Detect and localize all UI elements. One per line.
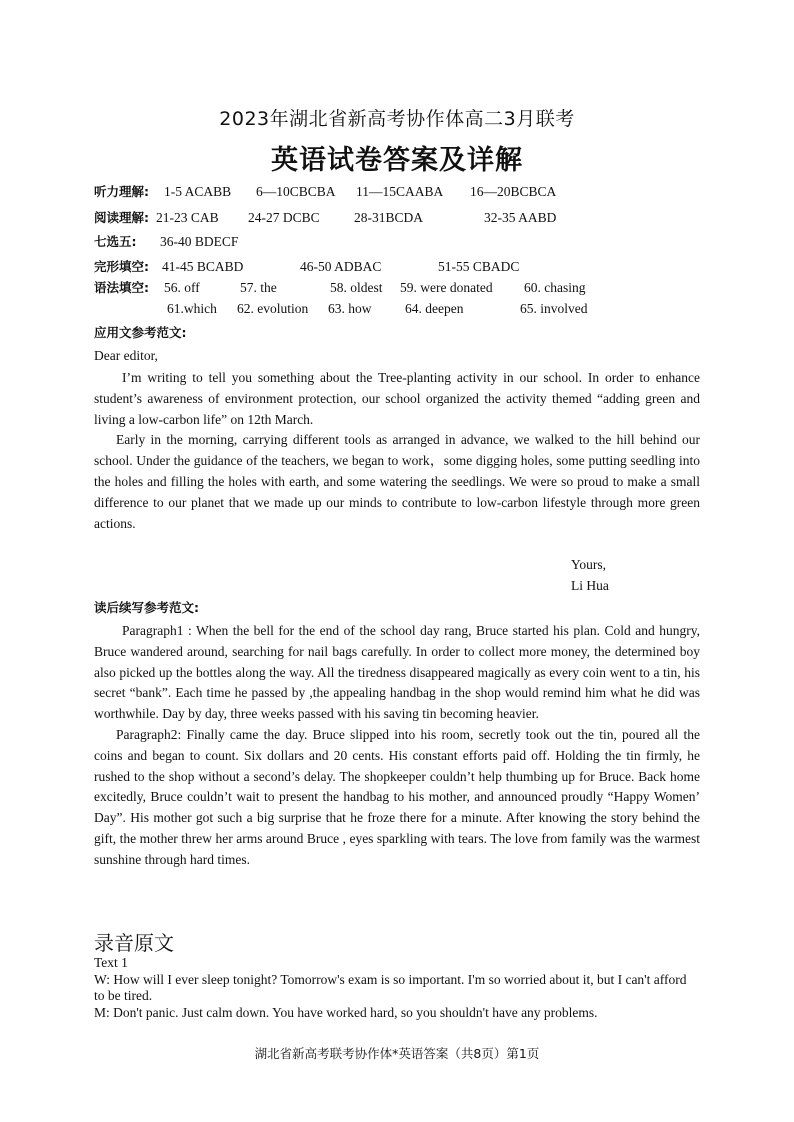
signature: Li Hua — [571, 578, 609, 593]
continuation-paragraph-2: Paragraph2: Finally came the day. Bruce slipped into his room, secretly took out the tin, poured all the coins and began to count. Six dollars and 20 cents. His constant efforts paid off. Holding the tin firmly, he rushed to the shop without a second’s delay. The shopkeeper couldn’t help thumbing up for Bruce. Back home excitedly, Bruce couldn’t wait to present the handbag to his mother, and announced proudly “Happy Women’ Day”. His mother got such a big surprise that he froze there for a minute. After knowing the story behind the gift, the mother threw her arms around Bruce , eyes sparkling with tears. The love from family was the warmest sunshine through hard times. — [94, 726, 700, 867]
answer-group: 28-31BCDA — [354, 210, 424, 225]
exam-title: 2023年湖北省新高考协作体高二3月联考 — [219, 108, 575, 130]
answer-item: 64. deepen — [405, 301, 464, 316]
continuation-paragraph-1: Paragraph1 : When the bell for the end of the school day rang, Bruce started his plan. Cold and hungry, Bruce wandered around, searching for nail bags carefully. In order to collect more money, the determined boy also picked up the bottles along the way. All the tiredness disappeared magically as every coin went to a tin, his secret “bank”. Each time he passed by ,the appealing handbag in the shop would remind him what he did was worthwhile. Day by day, three weeks passed with his saving tin becoming heavier. — [94, 623, 700, 722]
continuation-body — [94, 621, 700, 871]
answer-group: 11—15CAABA — [356, 184, 444, 199]
salutation: Dear editor, — [94, 348, 158, 363]
cloze-label: 完形填空: — [94, 259, 149, 274]
answer-item: 61.which — [167, 301, 217, 316]
page-footer: 湖北省新高考联考协作体*英语答案（共8页）第1页 — [254, 1046, 540, 1061]
answer-item: 63. how — [328, 301, 372, 316]
reading-answers — [94, 210, 557, 226]
answer-group: 24-27 DCBC — [248, 210, 320, 225]
dialogue-line-w: W: How will I ever sleep tonight? Tomorrow's exam is so important. I'm so worried about it, but I can't afford to be tired. — [94, 971, 687, 1003]
listening-answers — [94, 184, 557, 200]
continuation-section-label: 读后续写参考范文: — [94, 600, 199, 615]
writing-paragraph-2: Early in the morning, carrying different tools as arranged in advance, we walked to the hill behind our school. Under the guidance of the teachers, we began to work，some digging holes, some putting seedling into the holes and filling the holes with earth, and some watering the seedlings. We were so proud to make a small difference to our planet that we made up our minds to contribute to low-carbon lifestyle through more green actions. — [94, 432, 700, 531]
writing-paragraph-1: I’m writing to tell you something about the Tree-planting activity in our school. In order to enhance student’s awareness of environment protection, our school organized the activity themed “adding green and living a low-carbon life” on 12th March. — [94, 370, 700, 427]
answer-group: 36-40 BDECF — [160, 234, 239, 249]
dialogue-line-m: M: Don't panic. Just calm down. You have worked hard, so you shouldn't have any problems. — [94, 1004, 598, 1020]
answer-item: 56. off — [164, 280, 200, 295]
audio-transcript — [94, 955, 694, 1021]
writing-body — [94, 368, 700, 534]
answer-group: 32-35 AABD — [484, 210, 557, 225]
seven-choose-five-label: 七选五: — [94, 234, 137, 249]
answer-item: 58. oldest — [330, 280, 383, 295]
grammar-answers — [94, 280, 586, 296]
answer-key-title: 英语试卷答案及详解 — [271, 145, 523, 176]
audio-transcript-heading: 录音原文 — [94, 931, 174, 955]
answer-item: 60. chasing — [524, 280, 586, 295]
answer-group: 21-23 CAB — [156, 210, 219, 225]
listening-label: 听力理解: — [94, 184, 149, 199]
answer-group: 16—20BCBCA — [470, 184, 557, 199]
answer-group: 6—10CBCBA — [256, 184, 336, 199]
answer-group: 46-50 ADBAC — [300, 259, 382, 274]
writing-section-label: 应用文参考范文: — [94, 325, 187, 340]
answer-group: 41-45 BCABD — [162, 259, 244, 274]
seven-choose-five-answers — [94, 234, 239, 250]
reading-label: 阅读理解: — [94, 210, 149, 225]
answer-group: 1-5 ACABB — [164, 184, 232, 199]
answer-item: 57. the — [240, 280, 277, 295]
answer-item: 62. evolution — [237, 301, 309, 316]
answer-group: 51-55 CBADC — [438, 259, 520, 274]
answer-item: 59. were donated — [400, 280, 493, 295]
grammar-label: 语法填空: — [94, 280, 149, 295]
closing: Yours, — [571, 557, 607, 572]
cloze-answers — [94, 259, 520, 275]
text-label: Text 1 — [94, 955, 128, 970]
answer-item: 65. involved — [520, 301, 588, 316]
